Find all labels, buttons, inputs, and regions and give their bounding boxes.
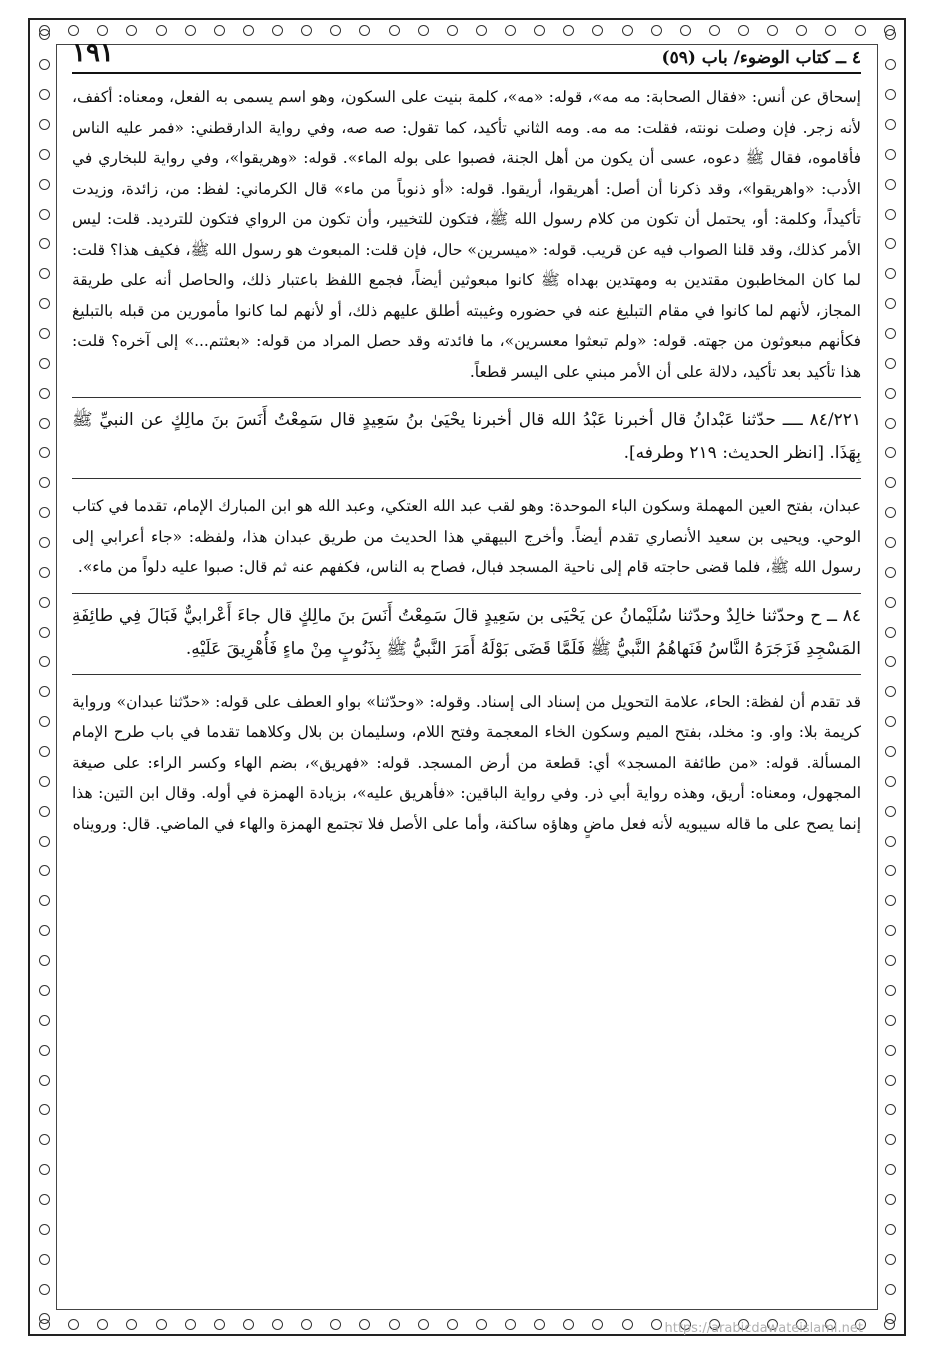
border-ornament-right xyxy=(879,20,901,1334)
commentary-paragraph-2: عبدان، بفتح العين المهملة وسكون الباء الموحدة: وهو لقب عبد الله العتكي، وعبد الله هو ابن المبارك الإمام، تقدما في كتاب الوحي. ويحيى بن سعيد الأنصاري تقدم أيضاً. وأخرج البيهقي هذا الحديث من طريق عبدان هذا، ولفظه: «جاء أعرابي إلى رسول الله ﷺ، فلما قضى حاجته قام إلى ناحية المسجد فبال، فصاح به الناس، فكفهم عنه ثم قال: صبوا عليه دلواً من ماء». xyxy=(72,497,861,576)
border-ornament-left xyxy=(33,20,55,1334)
hadith-block-1 xyxy=(72,397,861,479)
hadith-block-2 xyxy=(72,593,861,675)
commentary-paragraph-1: إسحاق عن أنس: «فقال الصحابة: مه مه»، قوله: «مه»، كلمة بنيت على السكون، وهو اسم يسمى به الفعل، ومعناه: أكفف، لأنه زجر. فإن وصلت نونته، فقلت: مه مه. ومه الثاني تأكيد، كما تقول: صه صه، وفي رواية الدارقطني: «فمر عليه الناس فأقاموه، فقال ﷺ دعوه، عسى أن يكون من أهل الجنة، فصبوا على بوله الماء». قوله: «وهريقوا»، وفي رواية للبخاري في الأدب: «واهريقوا»، وقد ذكرنا أن أصل: أهريقوا، أريقوا. قوله: «أو ذنوباً من ماء» قال الكرماني: لفظ: من، زائدة، وزيدت تأكيداً، وكلمة: أو، يحتمل أن تكون من كلام رسول الله ﷺ، فتكون للتخيير، وأن تكون من الرواي فتكون للترديد. قلت: ليس الأمر كذلك، وقد قلنا الصواب فيه عن قريب. قوله: «ميسرين» حال، فإن قلت: المبعوث هو رسول الله ﷺ، فكيف هذا؟ قلت: لما كان المخاطبون مقتدين به ومهتدين بهداه ﷺ كانوا مبعوثين أيضاً، فجمع اللفظ باعتبار ذلك، والحاصل أنه على طريقة المجاز، لأنهم لما كانوا في مقام التبليغ عنه في حضوره وغيبته أطلق عليهم ذلك، أو لأنهم لما كانوا مأمورين من قبله بالتبليغ فكأنهم مبعوثون من جهته. قوله: «ولم تبعثوا معسرين»، ما فائدته وقد حصل المراد من قوله: «بعثتم...» إلى آخره؟ قلت: هذا تأكيد بعد تأكيد، دلالة على أن الأمر مبني على اليسر قطعاً. xyxy=(72,88,861,381)
commentary-paragraph-3: قد تقدم أن لفظة: الحاء، علامة التحويل من إسناد الى إسناد. وقوله: «وحدّثنا» بواو العطف على قوله: «حدّثنا عبدان» ورواية كريمة بلا: واو. و: مخلد، بفتح الميم وسكون الخاء المعجمة وفتح اللام، وسليمان بن بلال وكلاهما تقدما في باب طرح الإمام المسألة. قوله: «من طائفة المسجد» أي: قطعة من أرض المسجد. قوله: «فهريق»، بضم الهاء وكسر الراء: على صيغة المجهول، ومعناه: أريق، وهذه رواية أبي ذر. وفي رواية الباقين: «فأهريق عليه»، بزيادة الهمزة في أوله. وقال ابن التين: هذا إنما يصح على ما قاله سيبويه لأنه فعل ماضٍ وهاؤه ساكنة، وأما على الأصل فلا تجتمع الهمزة والهاء في الماضي. قال: ورويناه xyxy=(72,692,861,833)
chapter-title: ٤ ــ كتاب الوضوء/ باب (٥٩) xyxy=(661,48,861,68)
page-content xyxy=(72,34,861,1320)
watermark-url: https://arabicdawateislami.net xyxy=(664,1321,863,1336)
hadith-text-1: ٨٤/٢٢١ ــــ حدّثنا عَبْدانُ قال أخبرنا عَبْدُ الله قال أخبرنا يحْيَىٰ بنُ سَعِيدٍ قال سَمِعْتُ أَنَسَ بنَ مالِكٍ عن النبيِّ ﷺ بِهَذَا. [انظر الحديث: ٢١٩ وطرفه]. xyxy=(72,410,861,463)
page-number: ١٩١ xyxy=(72,38,114,68)
hadith-text-2: ٨٤ ــ ح وحدّثنا خالِدٌ وحدّثنا سُلَيْمانُ عن يَحْيَى بن سَعِيدٍ قالَ سَمِعْتُ أَنَسَ بنَ مالِكٍ قال جاءَ أَعْرابيٌّ فَبَالَ فِي طائِفَةِ المَسْجِدِ فَزَجَرَهُ النَّاسُ فَنَهاهُمُ النَّبيُّ ﷺ فَلَمَّا قَضَى بَوْلَهُ أَمَرَ النَّبيُّ ﷺ بِذَنُوبٍ مِنْ ماءٍ فَأُهْرِيقَ عَلَيْهِ. xyxy=(72,605,861,659)
running-header xyxy=(72,34,861,74)
